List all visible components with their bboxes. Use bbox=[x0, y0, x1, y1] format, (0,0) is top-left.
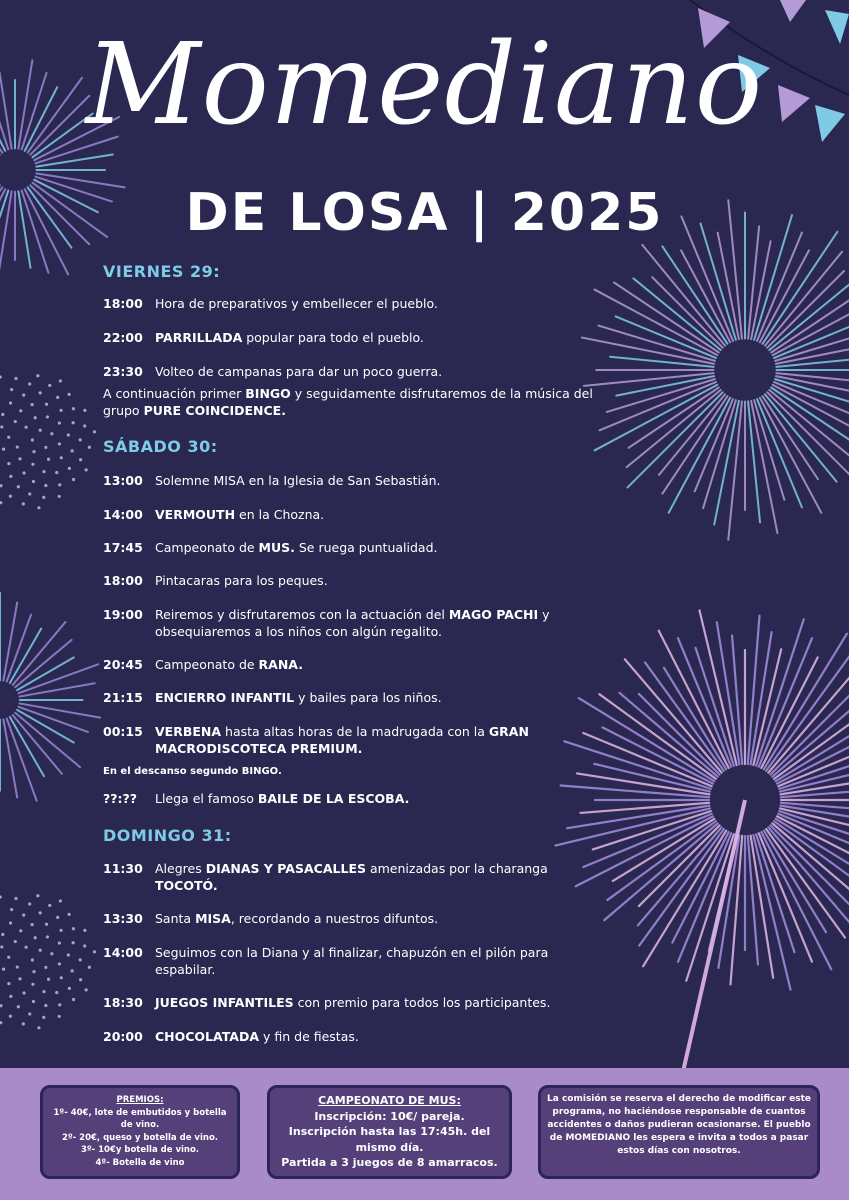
event-desc: Solemne MISA en la Iglesia de San Sebastián. bbox=[155, 473, 441, 488]
mus-heading: CAMPEONATO DE MUS: bbox=[318, 1094, 461, 1107]
event-desc: Volteo de campanas para dar un poco guerra. bbox=[155, 364, 443, 379]
premios-line: 1º- 40€, lote de embutidos y botella de vino. bbox=[53, 1107, 227, 1130]
event-time: 17:45 bbox=[103, 540, 143, 555]
event-desc: Pintacaras para los peques. bbox=[155, 573, 328, 588]
event-desc: Llega el famoso BAILE DE LA ESCOBA. bbox=[155, 791, 410, 806]
event-time: ??:?? bbox=[103, 791, 138, 806]
premios-line: 2º- 20€, queso y botella de vino. bbox=[61, 1132, 219, 1143]
event-time: 21:15 bbox=[103, 690, 143, 705]
comision-box bbox=[538, 1085, 820, 1179]
event-time: 14:00 bbox=[103, 945, 143, 960]
mus-line: Inscripción hasta las 17:45h. del mismo día. bbox=[288, 1125, 491, 1154]
mus-line: Inscripción: 10€/ pareja. bbox=[314, 1109, 465, 1123]
premios-box bbox=[40, 1085, 240, 1179]
event-time: 23:30 bbox=[103, 364, 143, 379]
mus-line: Partida a 3 juegos de 8 amarracos. bbox=[281, 1156, 498, 1169]
event-desc: JUEGOS INFANTILES con premio para todos los participantes. bbox=[155, 995, 551, 1010]
premios-heading: PREMIOS: bbox=[116, 1095, 164, 1105]
event-time: 13:30 bbox=[103, 911, 143, 926]
event-desc: PARRILLADA popular para todo el pueblo. bbox=[155, 330, 424, 345]
title-script: Momediano bbox=[85, 20, 764, 150]
event-desc: Campeonato de MUS. Se ruega puntualidad. bbox=[155, 540, 438, 555]
title-subtitle: DE LOSA | 2025 bbox=[185, 183, 664, 243]
event-desc: VERMOUTH en la Chozna. bbox=[155, 507, 325, 522]
day-heading-sabado: SÁBADO 30: bbox=[103, 437, 218, 456]
comision-text: La comisión se reserva el derecho de modificar este programa, no haciéndose responsable de cuantos accidentes o daños pudieran ocasionarse. El pueblo de MOMEDIANO les espera e invita a todos a pasar estos días con nosotros. bbox=[547, 1094, 811, 1156]
event-desc: VERBENA hasta altas horas de la madrugada con la GRAN MACRODISCOTECA PREMIUM. bbox=[155, 724, 529, 756]
event-desc: Seguimos con la Diana y al finalizar, chapuzón en el pilón para espabilar. bbox=[155, 945, 549, 977]
viernes-note: A continuación primer BINGO y seguidamente disfrutaremos de la música del grupo PURE COINCIDENCE. bbox=[103, 386, 593, 418]
event-time: 20:00 bbox=[103, 1029, 143, 1044]
event-time: 00:15 bbox=[103, 724, 143, 739]
event-desc: Alegres DIANAS Y PASACALLES amenizadas por la charanga TOCOTÓ. bbox=[155, 861, 548, 893]
mus-box bbox=[267, 1085, 512, 1179]
event-time: 11:30 bbox=[103, 861, 143, 876]
event-time: 19:00 bbox=[103, 607, 143, 622]
event-desc: Reiremos y disfrutaremos con la actuación del MAGO PACHI y obsequiaremos a los niños con algún regalito. bbox=[155, 607, 550, 639]
event-time: 18:00 bbox=[103, 573, 143, 588]
day-heading-viernes: VIERNES 29: bbox=[103, 262, 221, 281]
event-desc: Hora de preparativos y embellecer el pueblo. bbox=[155, 296, 438, 311]
event-time: 13:00 bbox=[103, 473, 143, 488]
event-time: 20:45 bbox=[103, 657, 143, 672]
premios-line: 3º- 10€y botella de vino. bbox=[80, 1145, 200, 1155]
event-time: 18:30 bbox=[103, 995, 143, 1010]
event-time: 14:00 bbox=[103, 507, 143, 522]
event-time: 22:00 bbox=[103, 330, 143, 345]
event-desc: CHOCOLATADA y fin de fiestas. bbox=[155, 1029, 359, 1044]
sabado-note: En el descanso segundo BINGO. bbox=[103, 766, 282, 777]
event-time: 18:00 bbox=[103, 296, 143, 311]
day-heading-domingo: DOMINGO 31: bbox=[103, 826, 232, 845]
event-desc: ENCIERRO INFANTIL y bailes para los niños. bbox=[155, 690, 442, 705]
event-desc: Santa MISA, recordando a nuestros difuntos. bbox=[155, 911, 439, 926]
premios-line: 4º- Botella de vino bbox=[95, 1157, 185, 1168]
event-desc: Campeonato de RANA. bbox=[155, 657, 303, 672]
